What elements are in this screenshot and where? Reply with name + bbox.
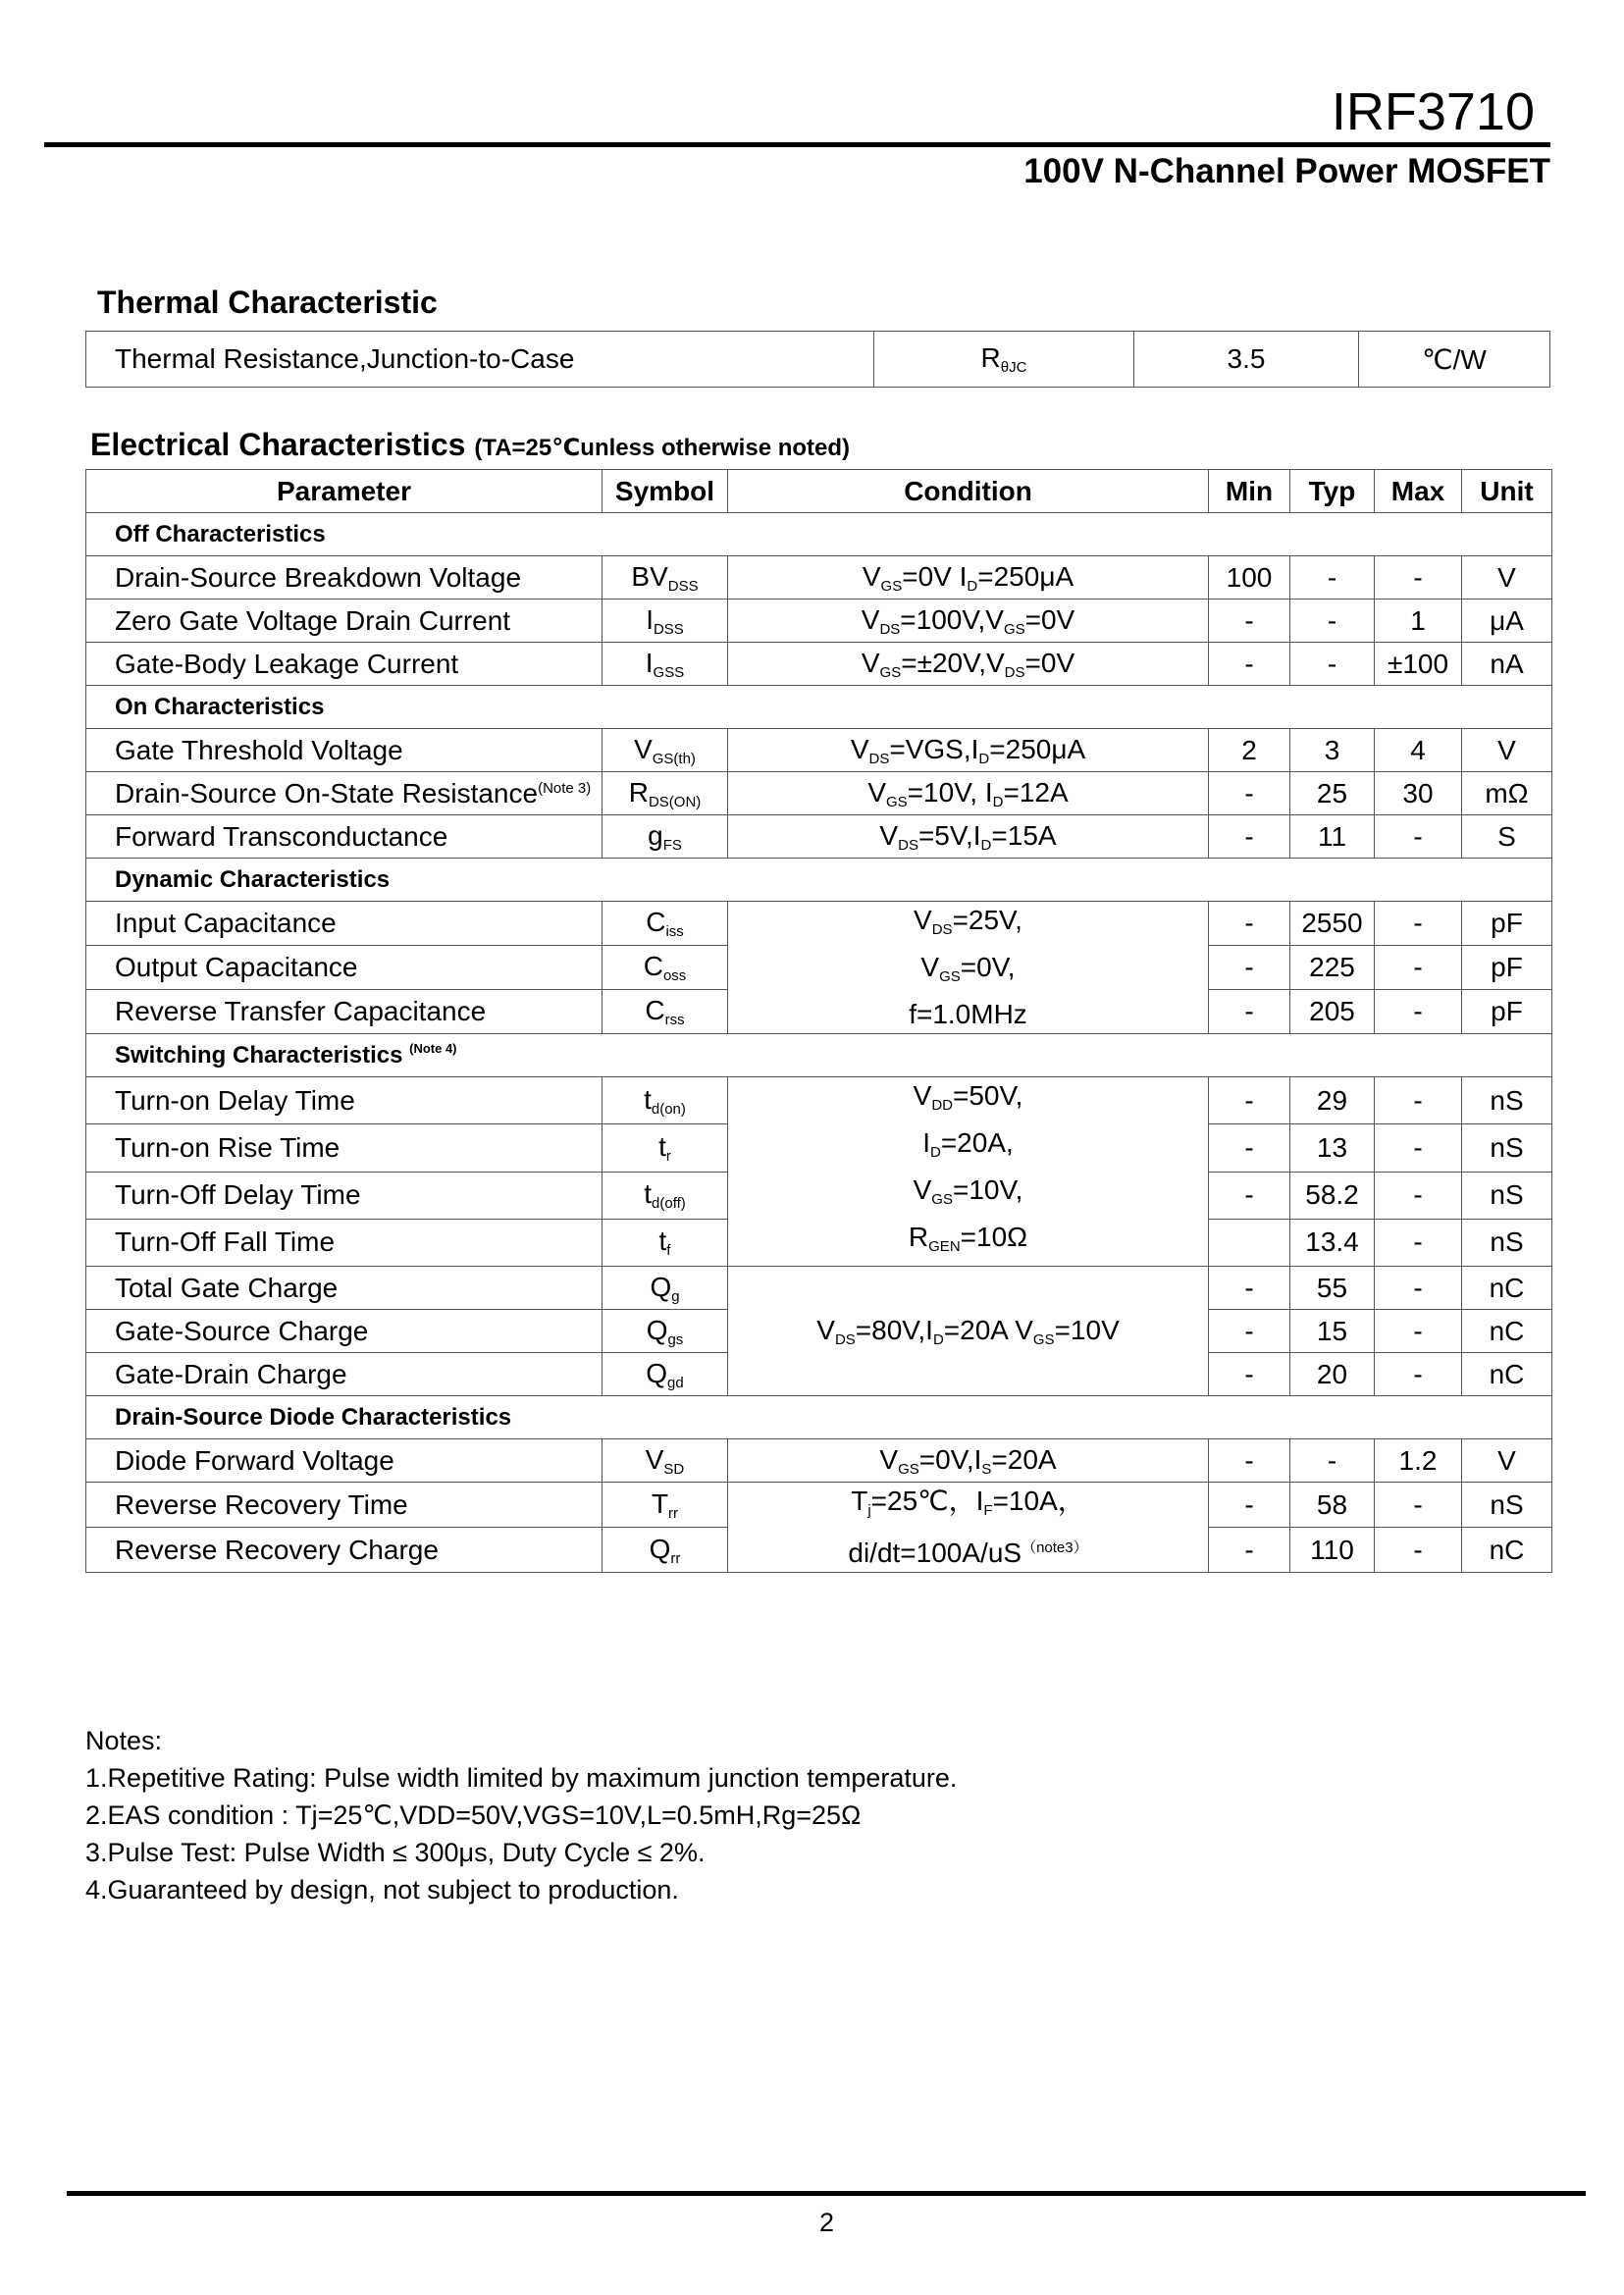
param-min: - [1209,902,1290,946]
param-name: Drain-Source Breakdown Voltage [86,556,602,600]
param-condition: $T_j=25℃$，$I_F=10A$， $di/dt=100A/uS^{(note3)}$ [728,1483,1209,1573]
param-typ: 110 [1290,1528,1375,1573]
param-symbol: $t_f$ [602,1219,728,1266]
param-typ: 205 [1290,990,1375,1034]
param-typ: 58.2 [1290,1172,1375,1219]
param-symbol: $g_{FS}$ [602,815,728,859]
param-min: - [1209,1172,1290,1219]
param-min: - [1209,1267,1290,1310]
param-condition: $V_{DD}=50V$, $I_D=20A$, $V_{GS}=10V$, $R_{GEN}=10\Omega$ [728,1077,1209,1267]
param-max: - [1375,902,1462,946]
param-unit: nC [1462,1353,1552,1396]
note-item: 2.EAS condition : Tj=25℃,VDD=50V,VGS=10V,L=0.5mH,Rg=25Ω [85,1800,862,1830]
electrical-title: Electrical Characteristics (TA=25℃unless otherwise noted) [90,427,851,462]
note-item: 4.Guaranteed by design, not subject to production. [85,1875,679,1904]
param-typ: 2550 [1290,902,1375,946]
param-symbol: $Q_g$ [602,1267,728,1310]
param-typ: 20 [1290,1353,1375,1396]
param-condition: $V_{DS}=VGS,I_D=250\mu A$ [728,729,1209,772]
param-max: - [1375,556,1462,600]
param-name: Gate Threshold Voltage [86,729,602,772]
param-typ: - [1290,1439,1375,1483]
param-symbol: $Q_{gs}$ [602,1310,728,1353]
param-name: Turn-on Delay Time [86,1077,602,1124]
param-name: Diode Forward Voltage [86,1439,602,1483]
param-unit: pF [1462,946,1552,990]
section-on: On Characteristics [86,686,1552,729]
section-switching: Switching Characteristics $^{(Note 4)}$ [86,1034,1552,1077]
table-row [86,772,1552,815]
param-unit: nS [1462,1483,1552,1528]
param-min: - [1209,946,1290,990]
param-condition: $V_{DS}=25V$, $V_{GS}=0V$, f=1.0MHz [728,902,1209,1034]
table-row [86,815,1552,859]
param-typ: 55 [1290,1267,1375,1310]
param-condition: $V_{GS}=0V,I_S=20A$ [728,1439,1209,1483]
thermal-value: 3.5 [1134,332,1359,388]
param-typ: 15 [1290,1310,1375,1353]
param-max: - [1375,1528,1462,1573]
param-name: Zero Gate Voltage Drain Current [86,600,602,643]
param-name: Total Gate Charge [86,1267,602,1310]
param-name: Forward Transconductance [86,815,602,859]
param-unit: nA [1462,643,1552,686]
thermal-table [85,331,1550,388]
thermal-parameter: Thermal Resistance,Junction-to-Case [86,332,874,388]
table-row [86,1439,1552,1483]
param-min: - [1209,990,1290,1034]
param-symbol: $R_{DS(ON)}$ [602,772,728,815]
note-item: 3.Pulse Test: Pulse Width ≤ 300μs, Duty Cycle ≤ 2%. [85,1838,706,1867]
param-max: ±100 [1375,643,1462,686]
param-typ: 13.4 [1290,1219,1375,1266]
table-row [86,1077,1552,1124]
param-name: Reverse Transfer Capacitance [86,990,602,1034]
param-typ: 3 [1290,729,1375,772]
param-min: 2 [1209,729,1290,772]
param-symbol: $t_{d(on)}$ [602,1077,728,1124]
header-rule [44,142,1550,147]
param-unit: μA [1462,600,1552,643]
param-min: - [1209,1353,1290,1396]
param-note: (Note 3) [538,779,592,797]
table-row [86,1267,1552,1310]
param-name: Output Capacitance [86,946,602,990]
param-unit: mΩ [1462,772,1552,815]
param-max: - [1375,990,1462,1034]
param-max: 30 [1375,772,1462,815]
notes [85,1722,957,1908]
param-min [1209,1219,1290,1266]
param-name: Input Capacitance [86,902,602,946]
thermal-symbol: $R_{\theta JC}$ [874,332,1134,388]
param-max: - [1375,1219,1462,1266]
param-unit: V [1462,1439,1552,1483]
param-name: Gate-Drain Charge [86,1353,602,1396]
param-min: 100 [1209,556,1290,600]
param-max: - [1375,1483,1462,1528]
param-max: - [1375,1172,1462,1219]
param-unit: nS [1462,1219,1552,1266]
param-min: - [1209,1077,1290,1124]
param-symbol: $V_{GS(th)}$ [602,729,728,772]
param-unit: nC [1462,1267,1552,1310]
col-header-unit: Unit [1462,470,1552,513]
param-unit: nC [1462,1528,1552,1573]
param-symbol: $C_{oss}$ [602,946,728,990]
table-row [86,1483,1552,1528]
param-typ: - [1290,556,1375,600]
param-min: - [1209,1483,1290,1528]
table-row [86,600,1552,643]
param-typ: 29 [1290,1077,1375,1124]
param-min: - [1209,815,1290,859]
param-max: - [1375,1267,1462,1310]
param-typ: 58 [1290,1483,1375,1528]
col-header-typ: Typ [1290,470,1375,513]
param-condition: $V_{DS}=100V,V_{GS}=0V$ [728,600,1209,643]
param-name: Reverse Recovery Charge [86,1528,602,1573]
param-max: - [1375,1124,1462,1172]
section-dynamic: Dynamic Characteristics [86,859,1552,902]
param-unit: V [1462,729,1552,772]
param-typ: 11 [1290,815,1375,859]
param-max: - [1375,1353,1462,1396]
param-condition: $V_{DS}=80V,I_D=20A$ $V_{GS}=10V$ [728,1267,1209,1396]
param-symbol: $t_{d(off)}$ [602,1172,728,1219]
param-min: - [1209,772,1290,815]
param-condition: $V_{GS}=10V$, $I_D=12A$ [728,772,1209,815]
col-header-min: Min [1209,470,1290,513]
param-min: - [1209,1439,1290,1483]
param-max: 1 [1375,600,1462,643]
param-max: - [1375,1077,1462,1124]
part-number: IRF3710 [1331,82,1535,141]
section-off: Off Characteristics [86,513,1552,556]
param-max: - [1375,815,1462,859]
note-item: 1.Repetitive Rating: Pulse width limited by maximum junction temperature. [85,1763,958,1793]
electrical-table [85,469,1552,1573]
section-diode: Drain-Source Diode Characteristics [86,1396,1552,1439]
param-symbol: $Q_{gd}$ [602,1353,728,1396]
param-name: Gate-Source Charge [86,1310,602,1353]
param-condition: $V_{GS}=\pm 20V,V_{DS}=0V$ [728,643,1209,686]
param-symbol: $C_{rss}$ [602,990,728,1034]
param-name: Drain-Source On-State Resistance$^{(Note 3)}$ [86,772,602,815]
param-typ: 225 [1290,946,1375,990]
col-header-parameter: Parameter [86,470,602,513]
table-row [86,729,1552,772]
param-unit: pF [1462,990,1552,1034]
param-max: - [1375,1310,1462,1353]
param-max: 4 [1375,729,1462,772]
param-typ: - [1290,643,1375,686]
param-min: - [1209,1124,1290,1172]
col-header-condition: Condition [728,470,1209,513]
param-typ: 13 [1290,1124,1375,1172]
table-row [86,556,1552,600]
param-min: - [1209,600,1290,643]
param-typ: 25 [1290,772,1375,815]
param-unit: nS [1462,1077,1552,1124]
param-min: - [1209,1310,1290,1353]
footer-rule [67,2191,1586,2196]
param-symbol: $C_{iss}$ [602,902,728,946]
param-unit: nS [1462,1172,1552,1219]
param-symbol: $I_{DSS}$ [602,600,728,643]
param-name: Reverse Recovery Time [86,1483,602,1528]
param-symbol: $BV_{DSS}$ [602,556,728,600]
param-min: - [1209,1528,1290,1573]
param-condition: $V_{DS}=5V,I_D=15A$ [728,815,1209,859]
page-number: 2 [818,2208,835,2237]
col-header-symbol: Symbol [602,470,728,513]
notes-title: Notes: [85,1726,163,1755]
param-symbol: $I_{GSS}$ [602,643,728,686]
param-name: Turn-Off Fall Time [86,1219,602,1266]
param-symbol: $Q_{rr}$ [602,1528,728,1573]
thermal-title: Thermal Characteristic [97,285,438,320]
param-symbol: $T_{rr}$ [602,1483,728,1528]
part-subtitle: 100V N-Channel Power MOSFET [1023,152,1550,190]
param-unit: nC [1462,1310,1552,1353]
param-unit: V [1462,556,1552,600]
param-unit: S [1462,815,1552,859]
param-unit: nS [1462,1124,1552,1172]
col-header-max: Max [1375,470,1462,513]
thermal-unit: ℃/W [1359,332,1550,388]
param-typ: - [1290,600,1375,643]
table-row [86,902,1552,946]
table-row [86,332,1550,388]
param-unit: pF [1462,902,1552,946]
param-symbol: $t_r$ [602,1124,728,1172]
param-condition: $V_{GS}=0V$ $I_D=250\mu A$ [728,556,1209,600]
table-header-row [86,470,1552,513]
param-max: 1.2 [1375,1439,1462,1483]
param-name: Turn-on Rise Time [86,1124,602,1172]
table-row [86,643,1552,686]
param-min: - [1209,643,1290,686]
param-max: - [1375,946,1462,990]
param-name: Turn-Off Delay Time [86,1172,602,1219]
param-symbol: $V_{SD}$ [602,1439,728,1483]
section-note: (Note 4) [409,1041,457,1056]
electrical-title-note: (TA=25℃unless otherwise noted) [474,435,851,461]
param-name: Gate-Body Leakage Current [86,643,602,686]
